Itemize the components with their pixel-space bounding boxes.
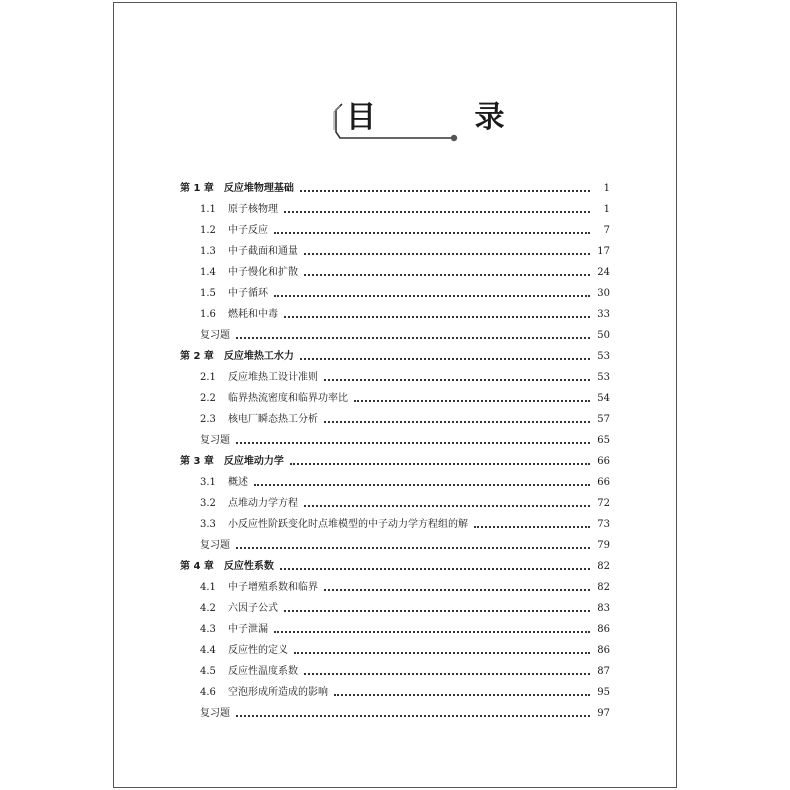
toc-leader-dots: [236, 441, 590, 444]
toc-page-number: 97: [597, 708, 610, 719]
toc-entry-number: 2.3: [200, 414, 216, 425]
toc-page-number: 1: [603, 204, 610, 215]
toc-page-number: 33: [597, 309, 610, 320]
toc-leader-dots: [274, 294, 590, 297]
toc-entry-number: 第 3 章: [180, 456, 214, 467]
toc-page-number: 82: [597, 582, 610, 593]
toc-leader-dots: [290, 462, 590, 465]
toc-page-number: 65: [597, 435, 610, 446]
toc-leader-dots: [324, 420, 590, 423]
toc-section-row[interactable]: [180, 640, 610, 661]
toc-leader-dots: [474, 525, 590, 528]
toc-leader-dots: [236, 714, 590, 717]
toc-section-row[interactable]: [180, 409, 610, 430]
toc-leader-dots: [274, 630, 590, 633]
toc-section-row[interactable]: [180, 199, 610, 220]
toc-entry-title: 复习题: [200, 540, 230, 551]
toc-entry-title: 六因子公式: [228, 603, 278, 614]
toc-leader-dots: [304, 672, 590, 675]
toc-entry-number: 第 2 章: [180, 351, 214, 362]
toc-page-number: 86: [597, 624, 610, 635]
toc-entry-title: 中子慢化和扩散: [228, 267, 298, 278]
toc-heading: [328, 100, 549, 146]
toc-page-number: 57: [597, 414, 610, 425]
toc-section-row[interactable]: [180, 619, 610, 640]
toc-entry-number: 1.3: [200, 246, 216, 257]
toc-section-row[interactable]: [180, 304, 610, 325]
toc-leader-dots: [324, 378, 590, 381]
toc-entry-title: 反应堆热工水力: [223, 351, 294, 362]
toc-chapter-row[interactable]: [180, 346, 610, 367]
toc-section-row[interactable]: [180, 661, 610, 682]
toc-page-number: 53: [597, 372, 610, 383]
toc-page-number: 83: [597, 603, 610, 614]
toc-leader-dots: [294, 651, 590, 654]
toc-entry-title: 复习题: [200, 435, 230, 446]
toc-entry-title: 反应堆热工设计准则: [228, 372, 318, 383]
toc-leader-dots: [324, 588, 590, 591]
toc-section-row[interactable]: [180, 682, 610, 703]
toc-section-row[interactable]: [180, 262, 610, 283]
toc-page-number: 7: [603, 225, 610, 236]
toc-leader-dots: [304, 504, 590, 507]
toc-entry-number: 1.5: [200, 288, 216, 299]
toc-section-row[interactable]: [180, 220, 610, 241]
toc-page-number: 73: [597, 519, 610, 530]
toc-entry-number: 3.3: [200, 519, 216, 530]
toc-section-row[interactable]: [180, 598, 610, 619]
toc-entry-title: 中子泄漏: [228, 624, 268, 635]
toc-entry-number: 3.1: [200, 477, 216, 488]
toc-section-row[interactable]: [180, 241, 610, 262]
toc-leader-dots: [354, 399, 590, 402]
toc-entry-number: 1.4: [200, 267, 216, 278]
toc-page-number: 17: [597, 246, 610, 257]
toc-entry-title: 反应性系数: [223, 561, 274, 572]
toc-entry-number: 1.6: [200, 309, 216, 320]
toc-entry-title: 临界热流密度和临界功率比: [228, 393, 348, 404]
toc-section-row[interactable]: [180, 514, 610, 535]
toc-entry-number: 第 4 章: [180, 561, 214, 572]
toc-page-number: 1: [603, 183, 610, 194]
toc-leader-dots: [280, 567, 590, 570]
toc-section-row[interactable]: [180, 388, 610, 409]
toc-page-number: 53: [597, 351, 610, 362]
toc-page-number: 79: [597, 540, 610, 551]
toc-page-number: 66: [597, 456, 610, 467]
toc-section-row[interactable]: [180, 472, 610, 493]
toc-chapter-row[interactable]: [180, 451, 610, 472]
toc-entry-title: 原子核物理: [228, 204, 278, 215]
toc-leader-dots: [304, 252, 590, 255]
toc-section-row[interactable]: [180, 367, 610, 388]
toc-entry-number: 4.5: [200, 666, 216, 677]
toc-page-number: 86: [597, 645, 610, 656]
toc-leader-dots: [300, 357, 590, 360]
toc-entry-title: 中子增殖系数和临界: [228, 582, 318, 593]
toc-entry-title: 小反应性阶跃变化时点堆模型的中子动力学方程组的解: [228, 519, 468, 530]
toc-page-number: 95: [597, 687, 610, 698]
toc-page-number: 30: [597, 288, 610, 299]
toc-leader-dots: [284, 315, 590, 318]
toc-chapter-row[interactable]: [180, 556, 610, 577]
toc-entry-number: 4.3: [200, 624, 216, 635]
toc-entry-title: 空泡形成所造成的影响: [228, 687, 328, 698]
toc-review-row[interactable]: [180, 325, 610, 346]
toc-page-number: 66: [597, 477, 610, 488]
toc-entry-number: 4.4: [200, 645, 216, 656]
toc-entry-title: 反应堆物理基础: [223, 183, 294, 194]
toc-leader-dots: [236, 336, 590, 339]
toc-list: [180, 178, 610, 724]
toc-entry-title: 概述: [228, 477, 248, 488]
toc-entry-title: 点堆动力学方程: [228, 498, 298, 509]
toc-entry-title: 复习题: [200, 330, 230, 341]
toc-entry-number: 1.1: [200, 204, 216, 215]
toc-entry-title: 反应性温度系数: [228, 666, 298, 677]
toc-section-row[interactable]: [180, 577, 610, 598]
toc-entry-title: 中子循环: [228, 288, 268, 299]
toc-leader-dots: [334, 693, 590, 696]
toc-page-number: 82: [597, 561, 610, 572]
toc-title: 目 录: [346, 100, 549, 135]
toc-entry-title: 核电厂瞬态热工分析: [228, 414, 318, 425]
toc-entry-number: 3.2: [200, 498, 216, 509]
toc-page-number: 50: [597, 330, 610, 341]
toc-leader-dots: [284, 609, 590, 612]
toc-page-number: 54: [597, 393, 610, 404]
toc-entry-number: 4.2: [200, 603, 216, 614]
toc-entry-title: 反应性的定义: [228, 645, 288, 656]
toc-section-row[interactable]: [180, 493, 610, 514]
toc-chapter-row[interactable]: [180, 178, 610, 199]
toc-leader-dots: [236, 546, 590, 549]
toc-entry-number: 1.2: [200, 225, 216, 236]
toc-entry-title: 复习题: [200, 708, 230, 719]
toc-leader-dots: [284, 210, 590, 213]
toc-page-number: 24: [597, 267, 610, 278]
toc-leader-dots: [300, 189, 590, 192]
toc-section-row[interactable]: [180, 283, 610, 304]
toc-page-number: 72: [597, 498, 610, 509]
toc-entry-title: 反应堆动力学: [223, 456, 284, 467]
toc-page-number: 87: [597, 666, 610, 677]
toc-entry-title: 中子反应: [228, 225, 268, 236]
toc-review-row[interactable]: [180, 703, 610, 724]
toc-entry-number: 第 1 章: [180, 183, 214, 194]
toc-entry-number: 2.1: [200, 372, 216, 383]
toc-leader-dots: [304, 273, 590, 276]
toc-entry-number: 2.2: [200, 393, 216, 404]
toc-review-row[interactable]: [180, 535, 610, 556]
toc-entry-number: 4.6: [200, 687, 216, 698]
toc-leader-dots: [274, 231, 590, 234]
toc-leader-dots: [254, 483, 590, 486]
toc-entry-title: 中子截面和通量: [228, 246, 298, 257]
toc-entry-number: 4.1: [200, 582, 216, 593]
toc-entry-title: 燃耗和中毒: [228, 309, 278, 320]
toc-review-row[interactable]: [180, 430, 610, 451]
